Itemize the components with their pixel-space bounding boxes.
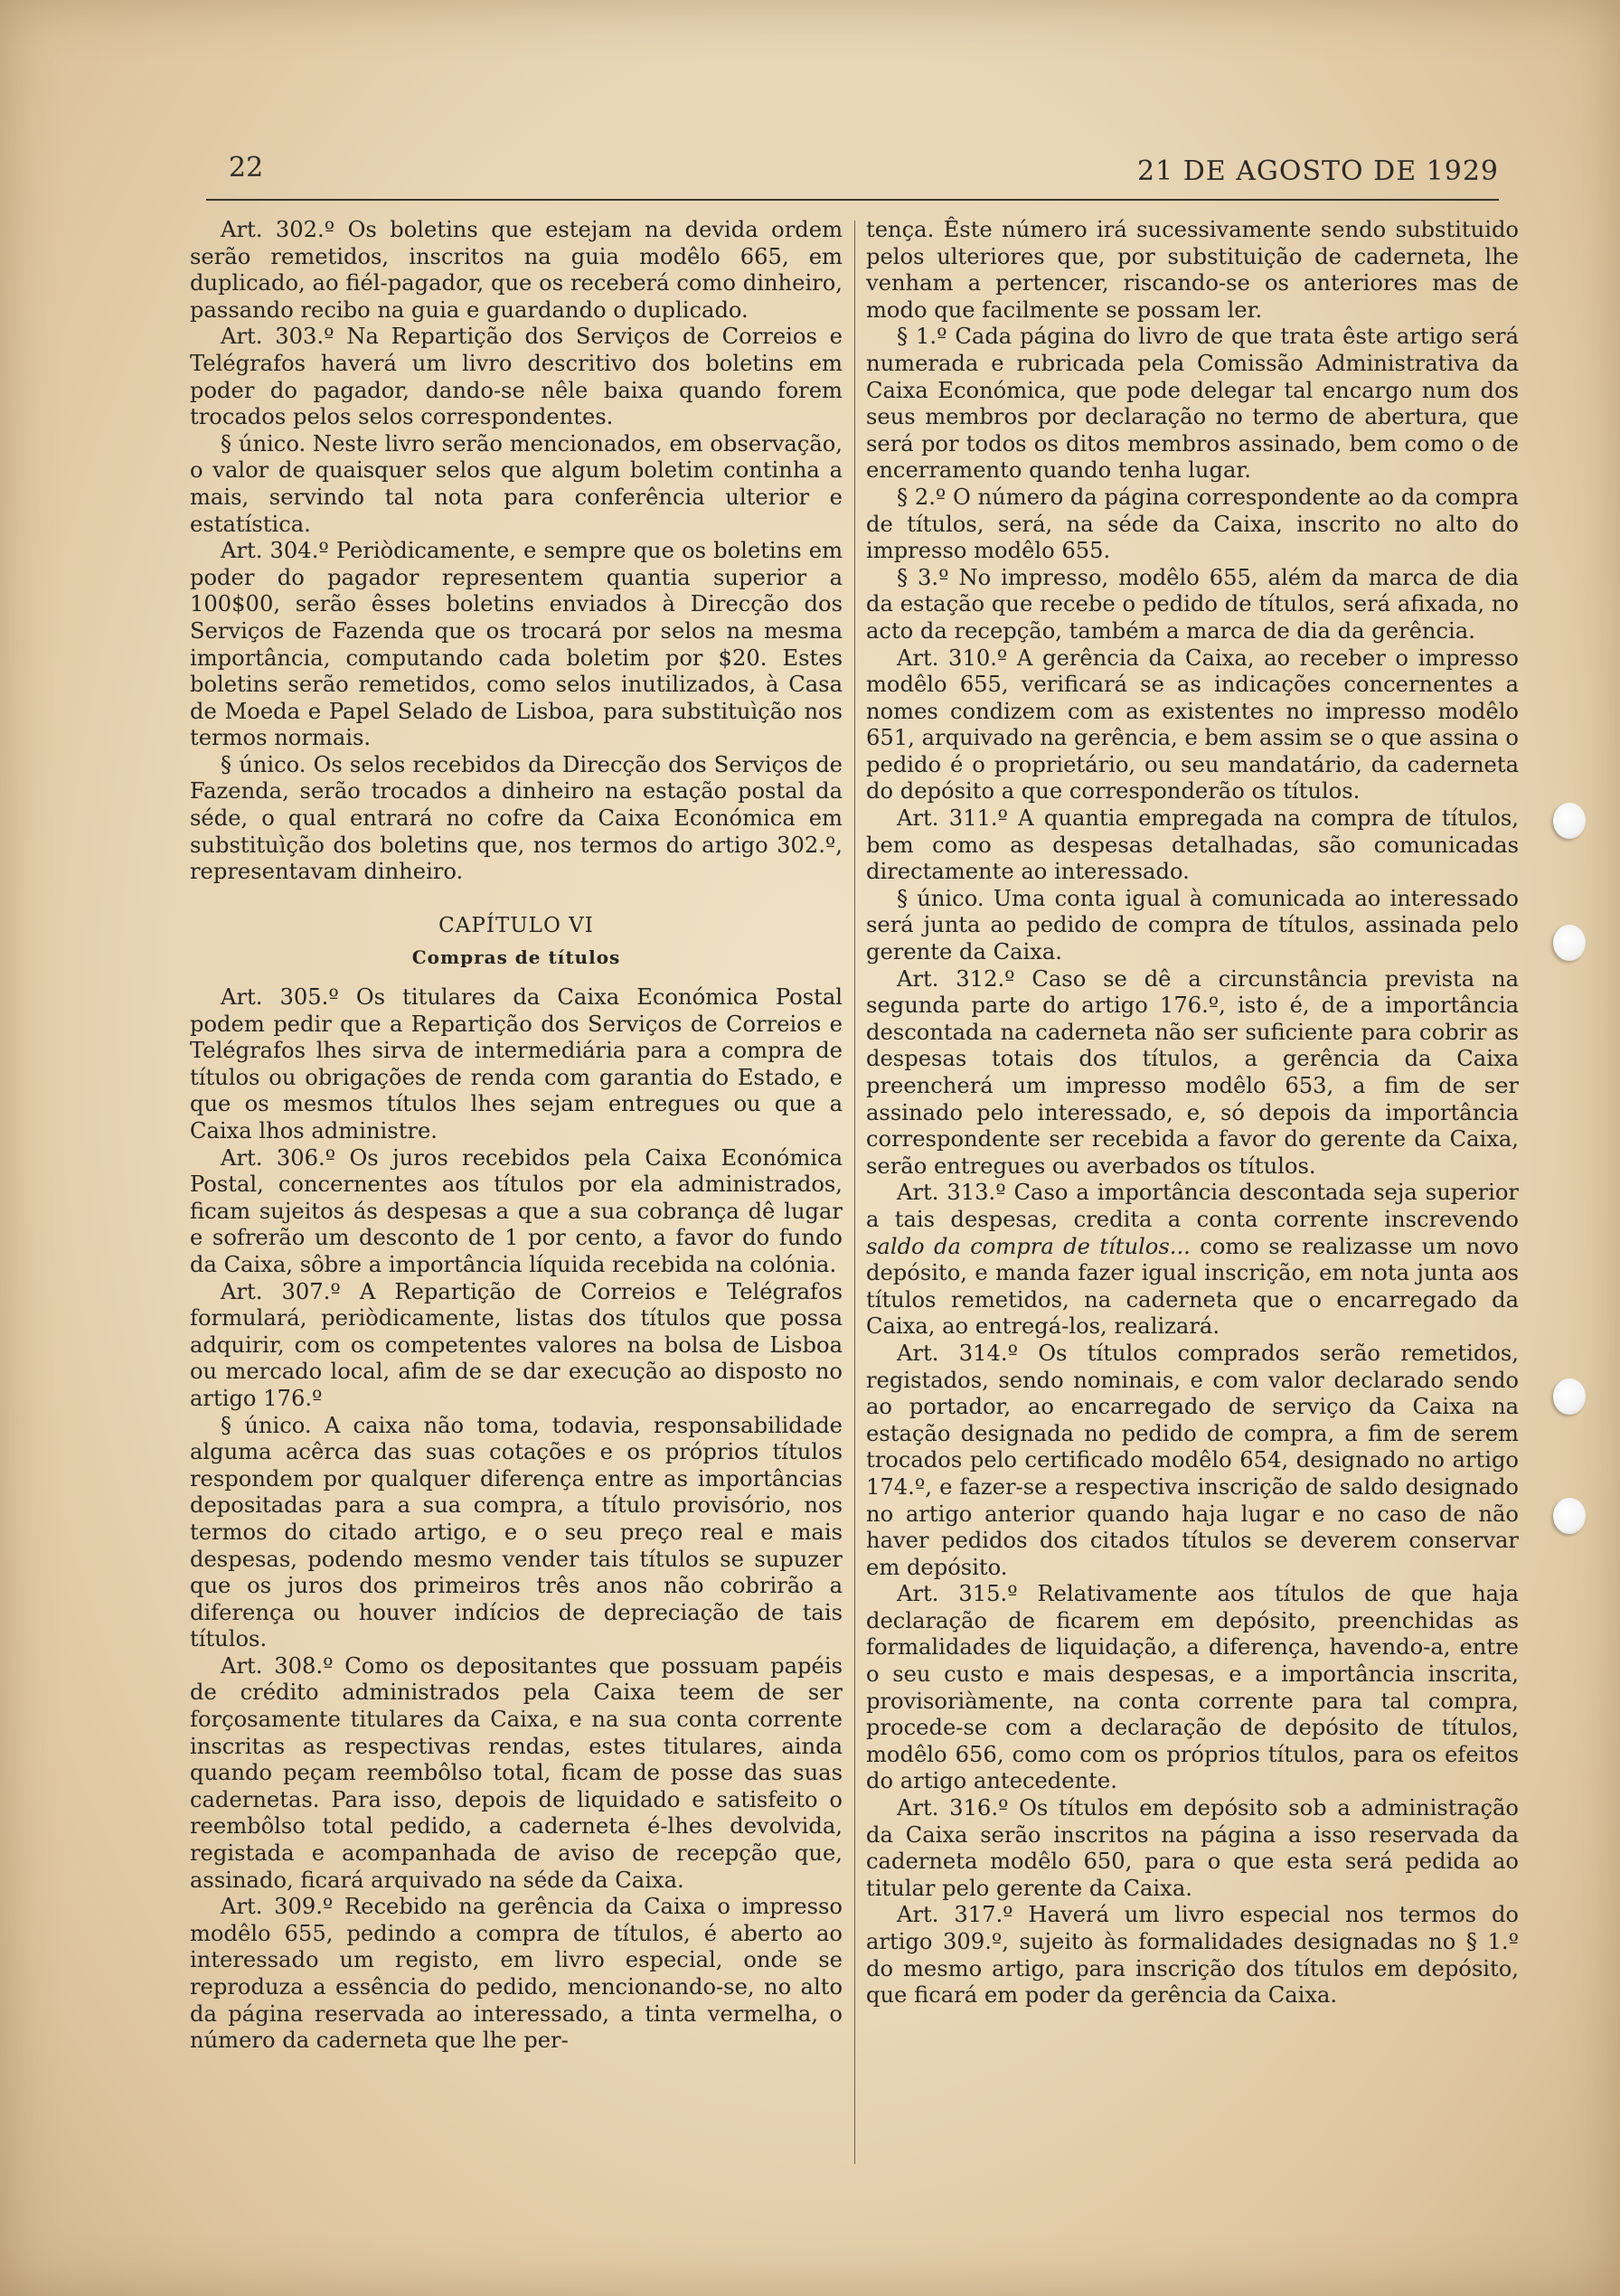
article-309-continued: tença. Êste número irá sucessivamente sendo substituido pelos ulteriores que, por substituição de caderneta, lhe venham a pertencer, riscando-se os anteriores mas de modo que facilmente se possam ler. (866, 217, 1519, 323)
page-header (206, 152, 1499, 197)
right-column (866, 217, 1519, 2009)
article-302: Art. 302.º Os boletins que estejam na devida ordem serão remetidos, inscritos na guia modêlo 665, em duplicado, ao fiél-pagador, que os receberá como dinheiro, passando recibo na guia e guardando o duplicado. (190, 217, 843, 323)
chapter-title: CAPÍTULO VI (438, 913, 594, 937)
header-date: 21 DE AGOSTO DE 1929 (1137, 155, 1499, 187)
column-divider (854, 221, 855, 2164)
article-313-text-a: Art. 313.º Caso a importância descontada seja superior a tais despesas, credita a conta corrente inscrevendo (866, 1180, 1519, 1232)
article-310: Art. 310.º A gerência da Caixa, ao receber o impresso modêlo 655, verificará se as indicações concernentes a nomes condizem com as existentes no impresso modêlo 651, arquivado na gerência, e bem assim se o que assina o pedido é o proprietário, ou seu mandatário, da caderneta do depósito a que corresponderão os títulos. (866, 645, 1519, 805)
article-313-text-b: como se realizasse um novo depósito, e manda fazer igual inscrição, em nota junta aos títulos remetidos, na caderneta que o encarregado da Caixa, ao entregá-los, realizará. (866, 1233, 1520, 1340)
article-312: Art. 312.º Caso se dê a circunstância prevista na segunda parte do artigo 176.º, isto é, de a importância descontada na caderneta não ser suficiente para cobrir as despesas totais dos títulos, a gerência da Caixa preencherá um impresso modêlo 653, a fim de ser assinado pelo interessado, e, só depois da importância correspondente ser recebida a favor do gerente da Caixa, serão entregues ou averbados os títulos. (866, 965, 1519, 1179)
article-304-unico: § único. Os selos recebidos da Direcção dos Serviços de Fazenda, serão trocados a dinheiro na estação postal da séde, o qual entrará no cofre da Caixa Económica em substituìção dos boletins que, nos termos do artigo 302.º, representavam dinheiro. (190, 751, 843, 885)
article-315: Art. 315.º Relativamente aos títulos de que haja declaração de ficarem em depósito, preenchidas as formalidades de liquidação, a diferença, havendo-a, entre o seu custo e mais despesas, e a importância inscrita, provisoriàmente, na conta corrente para tal compra, procede-se com a declaração de depósito de títulos, modêlo 656, como com os próprios títulos, para os efeitos do artigo antecedente. (866, 1581, 1519, 1794)
article-309-paragraph-1: § 1.º Cada página do livro de que trata êste artigo será numerada e rubricada pela Comissão Administrativa da Caixa Económica, que pode delegar tal encargo num dos seus membros por declaração no termo de abertura, que será por todos os ditos membros assinado, bem como o de encerramento quando tenha lugar. (866, 324, 1519, 484)
article-305: Art. 305.º Os titulares da Caixa Económica Postal podem pedir que a Repartição dos Serviços de Correios e Telégrafos lhes sirva de intermediária para a compra de títulos ou obrigações de renda com garantia do Estado, e que os mesmos títulos lhes sejam entregues ou que a Caixa lhos administre. (190, 984, 843, 1143)
article-303: Art. 303.º Na Repartição dos Serviços de Correios e Telégrafos haverá um livro descritivo dos boletins em poder do pagador, dando-se nêle baixa quando forem trocados pelos selos correspondentes. (190, 324, 843, 430)
punch-hole-2 (1553, 925, 1586, 961)
chapter-subtitle: Compras de títulos (411, 946, 621, 969)
article-311-unico: § único. Uma conta igual à comunicada ao interessado será junta ao pedido de compra de títulos, assinada pelo gerente da Caixa. (866, 885, 1519, 965)
punch-hole-4 (1553, 1498, 1586, 1534)
page-number: 22 (229, 152, 264, 183)
article-317: Art. 317.º Haverá um livro especial nos termos do artigo 309.º, sujeito às formalidades designadas no § 1.º do mesmo artigo, para inscrição dos títulos em depósito, que ficará em poder da gerência da Caixa. (866, 1902, 1519, 2009)
article-303-unico: § único. Neste livro serão mencionados, em observação, o valor de quaisquer selos que algum boletim continha a mais, servindo tal nota para conferência ulterior e estatística. (190, 430, 843, 537)
article-309-paragraph-2: § 2.º O número da página correspondente ao da compra de títulos, será, na séde da Caixa, inscrito no alto do impresso modêlo 655. (866, 484, 1519, 564)
article-308: Art. 308.º Como os depositantes que possuam papéis de crédito administrados pela Caixa teem de ser forçosamente titulares da Caixa, e na sua conta corrente inscritas as respectivas rendas, estes titulares, ainda quando peçam reembôlso total, ficam de posse das suas cadernetas. Para isso, depois de liquidado e satisfeito o reembôlso total pedido, a caderneta é-lhes devolvida, registada e acompanhada de aviso de recepção que, assinado, ficará arquivado na séde da Caixa. (190, 1652, 843, 1893)
article-316: Art. 316.º Os títulos em depósito sob a administração da Caixa serão inscritos na página a isso reservada da caderneta modêlo 650, para o que esta será pedida ao titular pelo gerente da Caixa. (866, 1795, 1519, 1901)
article-307: Art. 307.º A Repartição de Correios e Telégrafos formulará, periòdicamente, listas dos títulos que possa adquirir, com os competentes valores na bolsa de Lisboa ou mercado local, afim de se dar execução ao disposto no artigo 176.º (190, 1278, 843, 1411)
article-304: Art. 304.º Periòdicamente, e sempre que os boletins em poder do pagador representem quantia superior a 100$00, serão êsses boletins enviados à Direcção dos Serviços de Fazenda que os trocará por selos na mesma importância, computando cada boletim por $20. Estes boletins serão remetidos, como selos inutilizados, à Casa de Moeda e Papel Selado de Lisboa, para substituìção nos termos normais. (190, 538, 843, 751)
article-309-paragraph-3: § 3.º No impresso, modêlo 655, além da marca de dia da estação que recebe o pedido de títulos, será afixada, no acto da recepção, também a marca de dia da gerência. (866, 564, 1519, 644)
article-311: Art. 311.º A quantia empregada na compra de títulos, bem como as despesas detalhadas, são comunicadas directamente ao interessado. (866, 805, 1519, 885)
article-313 (866, 1180, 1519, 1341)
punch-hole-3 (1553, 1379, 1586, 1415)
article-313-italic: saldo da compra de títulos... (866, 1233, 1191, 1259)
article-314: Art. 314.º Os títulos comprados serão remetidos, registados, sendo nominais, e com valor declarado sendo ao portador, ao encarregado de serviço da Caixa na estação designada no pedido de compra, a fim de serem trocados pelo certificado modêlo 654, designado no artigo 174.º, e fazer-se a respectiva inscrição de saldo designado no artigo anterior quando haja lugar e no caso de não haver pedidos dos citados títulos se deverem conservar em depósito. (866, 1340, 1519, 1580)
left-column (190, 217, 843, 2055)
punch-hole-1 (1553, 803, 1586, 839)
header-rule (206, 199, 1499, 201)
article-306: Art. 306.º Os juros recebidos pela Caixa Económica Postal, concernentes aos títulos por ela administrados, ficam sujeitos ás despesas a que a sua cobrança dê lugar e sofrerão um desconto de 1 por cento, a favor do fundo da Caixa, sôbre a importância líquida recebida na colónia. (190, 1144, 843, 1277)
article-307-unico: § único. A caixa não toma, todavia, responsabilidade alguma acêrca das suas cotações e os próprios títulos respondem por qualquer diferença entre as importâncias depositadas para a sua compra, a título provisório, nos termos do citado artigo, e o seu preço real e mais despesas, podendo mesmo vender tais títulos se supuzer que os juros dos primeiros três anos não cobrirão a diferença ou houver indícios de depreciação de tais títulos. (190, 1412, 843, 1652)
article-309: Art. 309.º Recebido na gerência da Caixa o impresso modêlo 655, pedindo a compra de títulos, é aberto ao interessado um registo, em livro especial, onde se reproduza a essência do pedido, mencionando-se, no alto da página reservada ao interessado, a tinta vermelha, o número da caderneta que lhe per- (190, 1894, 843, 2054)
